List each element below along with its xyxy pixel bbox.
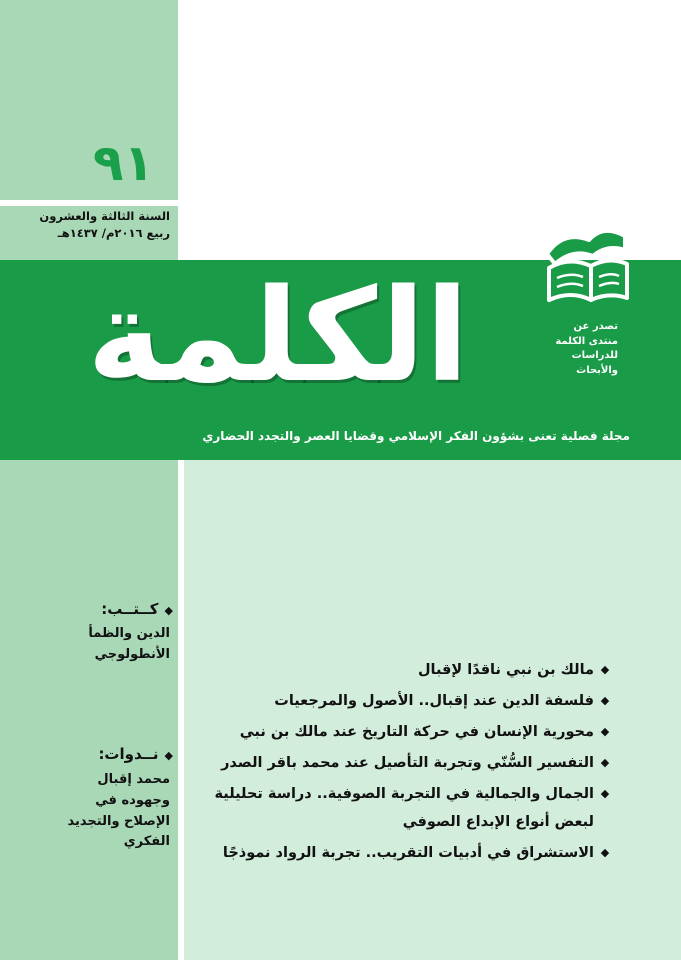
seminars-heading bbox=[60, 745, 173, 763]
article-item bbox=[200, 780, 616, 836]
diamond-bullet-icon: ◆ bbox=[600, 663, 610, 676]
list-item: الأنطولوجي bbox=[94, 646, 170, 662]
year-line: السنة الثالثة والعشرون bbox=[39, 209, 170, 223]
diamond-bullet-icon: ◆ bbox=[600, 756, 610, 769]
article-title: محورية الإنسان في حركة التاريخ عند مالك بن نبي bbox=[239, 724, 594, 740]
books-heading bbox=[78, 600, 173, 618]
article-item bbox=[200, 656, 616, 684]
seminars-list bbox=[20, 770, 170, 853]
divider bbox=[0, 200, 178, 206]
list-item: محمد إقبال bbox=[97, 772, 170, 787]
list-item: الفكري bbox=[123, 834, 170, 850]
article-item bbox=[200, 749, 616, 777]
publisher-block bbox=[540, 320, 618, 378]
date-line: ربيع ٢٠١٦م/ ١٤٣٧هـ bbox=[57, 226, 170, 241]
tagline: مجلة فصلية تعنى بشؤون الفكر الإسلامي وقضايا العصر والتجدد الحضاري bbox=[202, 429, 630, 443]
sidebar-column bbox=[0, 460, 178, 960]
article-title: مالك بن نبي ناقدًا لإقبال bbox=[417, 662, 594, 678]
diamond-bullet-icon: ◆ bbox=[164, 749, 173, 762]
diamond-bullet-icon: ◆ bbox=[600, 787, 610, 800]
article-item bbox=[200, 718, 616, 746]
books-heading-label: كــتــب: bbox=[101, 600, 159, 618]
article-title: الجمال والجمالية في التجربة الصوفية.. دراسة تحليلية لبعض أنواع الإبداع الصوفي bbox=[214, 786, 594, 830]
article-list bbox=[200, 656, 616, 870]
book-logo-icon bbox=[533, 214, 633, 314]
list-item: الإصلاح والتجديد bbox=[67, 813, 170, 829]
list-item: الدين والظمأ bbox=[88, 626, 170, 641]
issue-number: ٩١ bbox=[92, 134, 154, 192]
publisher-line: تصدر عن bbox=[573, 321, 618, 332]
issue-date-block bbox=[10, 208, 170, 243]
list-item: وجهوده في bbox=[95, 792, 170, 808]
diamond-bullet-icon: ◆ bbox=[600, 725, 610, 738]
article-title: التفسير السُّنّي وتجربة التأصيل عند محمد باقر الصدر bbox=[221, 755, 594, 771]
diamond-bullet-icon: ◆ bbox=[600, 846, 610, 859]
publisher-line: والأبحاث bbox=[576, 364, 618, 376]
publisher-line: للدراسات bbox=[571, 350, 618, 361]
article-title: الاستشراق في أدبيات التقريب.. تجربة الرواد نموذجًا bbox=[222, 845, 594, 861]
article-item bbox=[200, 687, 616, 715]
article-item bbox=[200, 839, 616, 867]
diamond-bullet-icon: ◆ bbox=[164, 604, 173, 617]
article-title: فلسفة الدين عند إقبال.. الأصول والمرجعيات bbox=[274, 693, 594, 709]
magazine-title: الكلمة bbox=[86, 262, 470, 411]
seminars-heading-label: نــدوات: bbox=[98, 745, 159, 763]
diamond-bullet-icon: ◆ bbox=[600, 694, 610, 707]
publisher-line: منتدى الكلمة bbox=[555, 335, 618, 347]
books-list bbox=[30, 624, 170, 666]
